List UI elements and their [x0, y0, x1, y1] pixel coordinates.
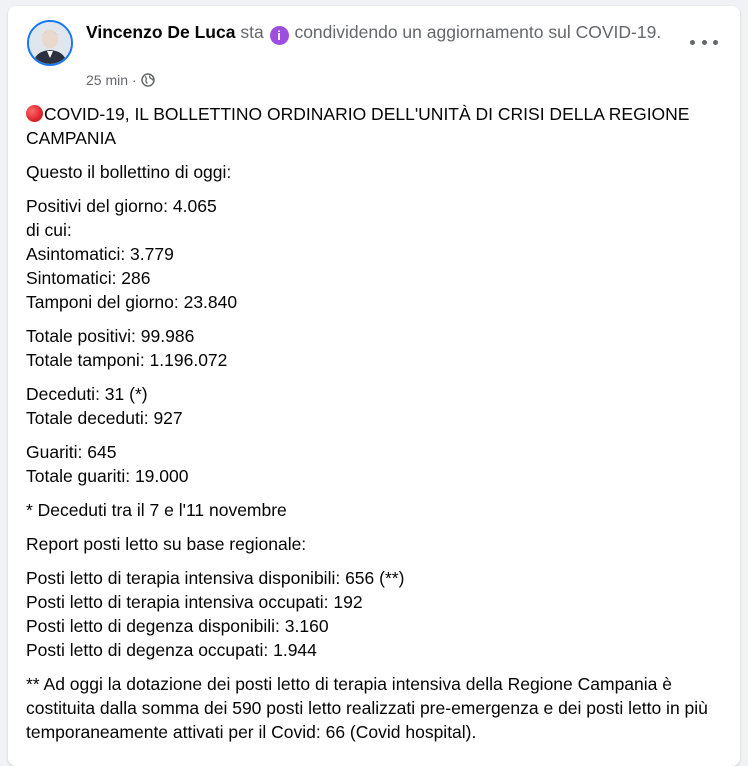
stat-line: di cui:	[26, 220, 72, 240]
author-avatar[interactable]	[27, 20, 73, 66]
info-icon: i	[270, 26, 289, 45]
beds-footnote: ** Ad oggi la dotazione dei posti letto di terapia intensiva della Regione Campania è costituita dalla somma dei 590 posti letto realizzati pre-emergenza e dei posti letto in più temporaneamente attivati per il Covid: 66 (Covid hospital).	[26, 674, 708, 742]
stat-line: Posti letto di terapia intensiva occupati: 192	[26, 592, 363, 612]
post-card	[8, 6, 740, 766]
post-timestamp[interactable]: 25 min	[86, 72, 129, 88]
globe-icon[interactable]	[141, 73, 155, 87]
stat-line: Posti letto di terapia intensiva disponibili: 656 (**)	[26, 568, 405, 588]
stat-line: Posti letto di degenza occupati: 1.944	[26, 640, 317, 660]
stat-line: Totale tamponi: 1.196.072	[26, 350, 228, 370]
bulletin-intro: Questo il bollettino di oggi:	[26, 162, 232, 182]
stat-line: Deceduti: 31 (*)	[26, 384, 148, 404]
more-dot	[713, 40, 718, 45]
headline-text: COVID-19, IL BOLLETTINO ORDINARIO DELL'UNITÀ DI CRISI DELLA REGIONE CAMPANIA	[26, 104, 690, 148]
avatar-image	[29, 22, 71, 64]
total-stats	[26, 324, 726, 372]
stat-line: Posti letto di degenza disponibili: 3.160	[26, 616, 329, 636]
stat-line: Positivi del giorno: 4.065	[26, 196, 217, 216]
stat-line: Guariti: 645	[26, 442, 117, 462]
activity-text: condividendo un aggiornamento sul COVID-19.	[294, 22, 662, 42]
post-meta	[86, 71, 155, 89]
post-header	[8, 6, 740, 96]
stat-line: Totale positivi: 99.986	[26, 326, 195, 346]
more-dot	[690, 40, 695, 45]
beds-intro: Report posti letto su base regionale:	[26, 534, 307, 554]
stat-line: Sintomatici: 286	[26, 268, 151, 288]
post-body	[26, 102, 726, 754]
stat-line: Totale guariti: 19.000	[26, 466, 189, 486]
activity-verb: sta	[240, 22, 264, 42]
deaths-note: * Deceduti tra il 7 e l'11 novembre	[26, 500, 287, 520]
post-header-text	[86, 20, 666, 45]
more-dot	[702, 40, 707, 45]
stat-line: Asintomatici: 3.779	[26, 244, 174, 264]
more-options-icon[interactable]	[690, 36, 718, 48]
author-name[interactable]: Vincenzo De Luca	[86, 22, 236, 42]
meta-separator: ·	[132, 72, 137, 88]
stat-line: Tamponi del giorno: 23.840	[26, 292, 238, 312]
bed-stats	[26, 566, 726, 662]
red-circle-icon	[26, 105, 43, 122]
daily-stats	[26, 194, 726, 314]
post-headline	[26, 102, 726, 150]
recovered-stats	[26, 440, 726, 488]
death-stats	[26, 382, 726, 430]
stat-line: Totale deceduti: 927	[26, 408, 183, 428]
